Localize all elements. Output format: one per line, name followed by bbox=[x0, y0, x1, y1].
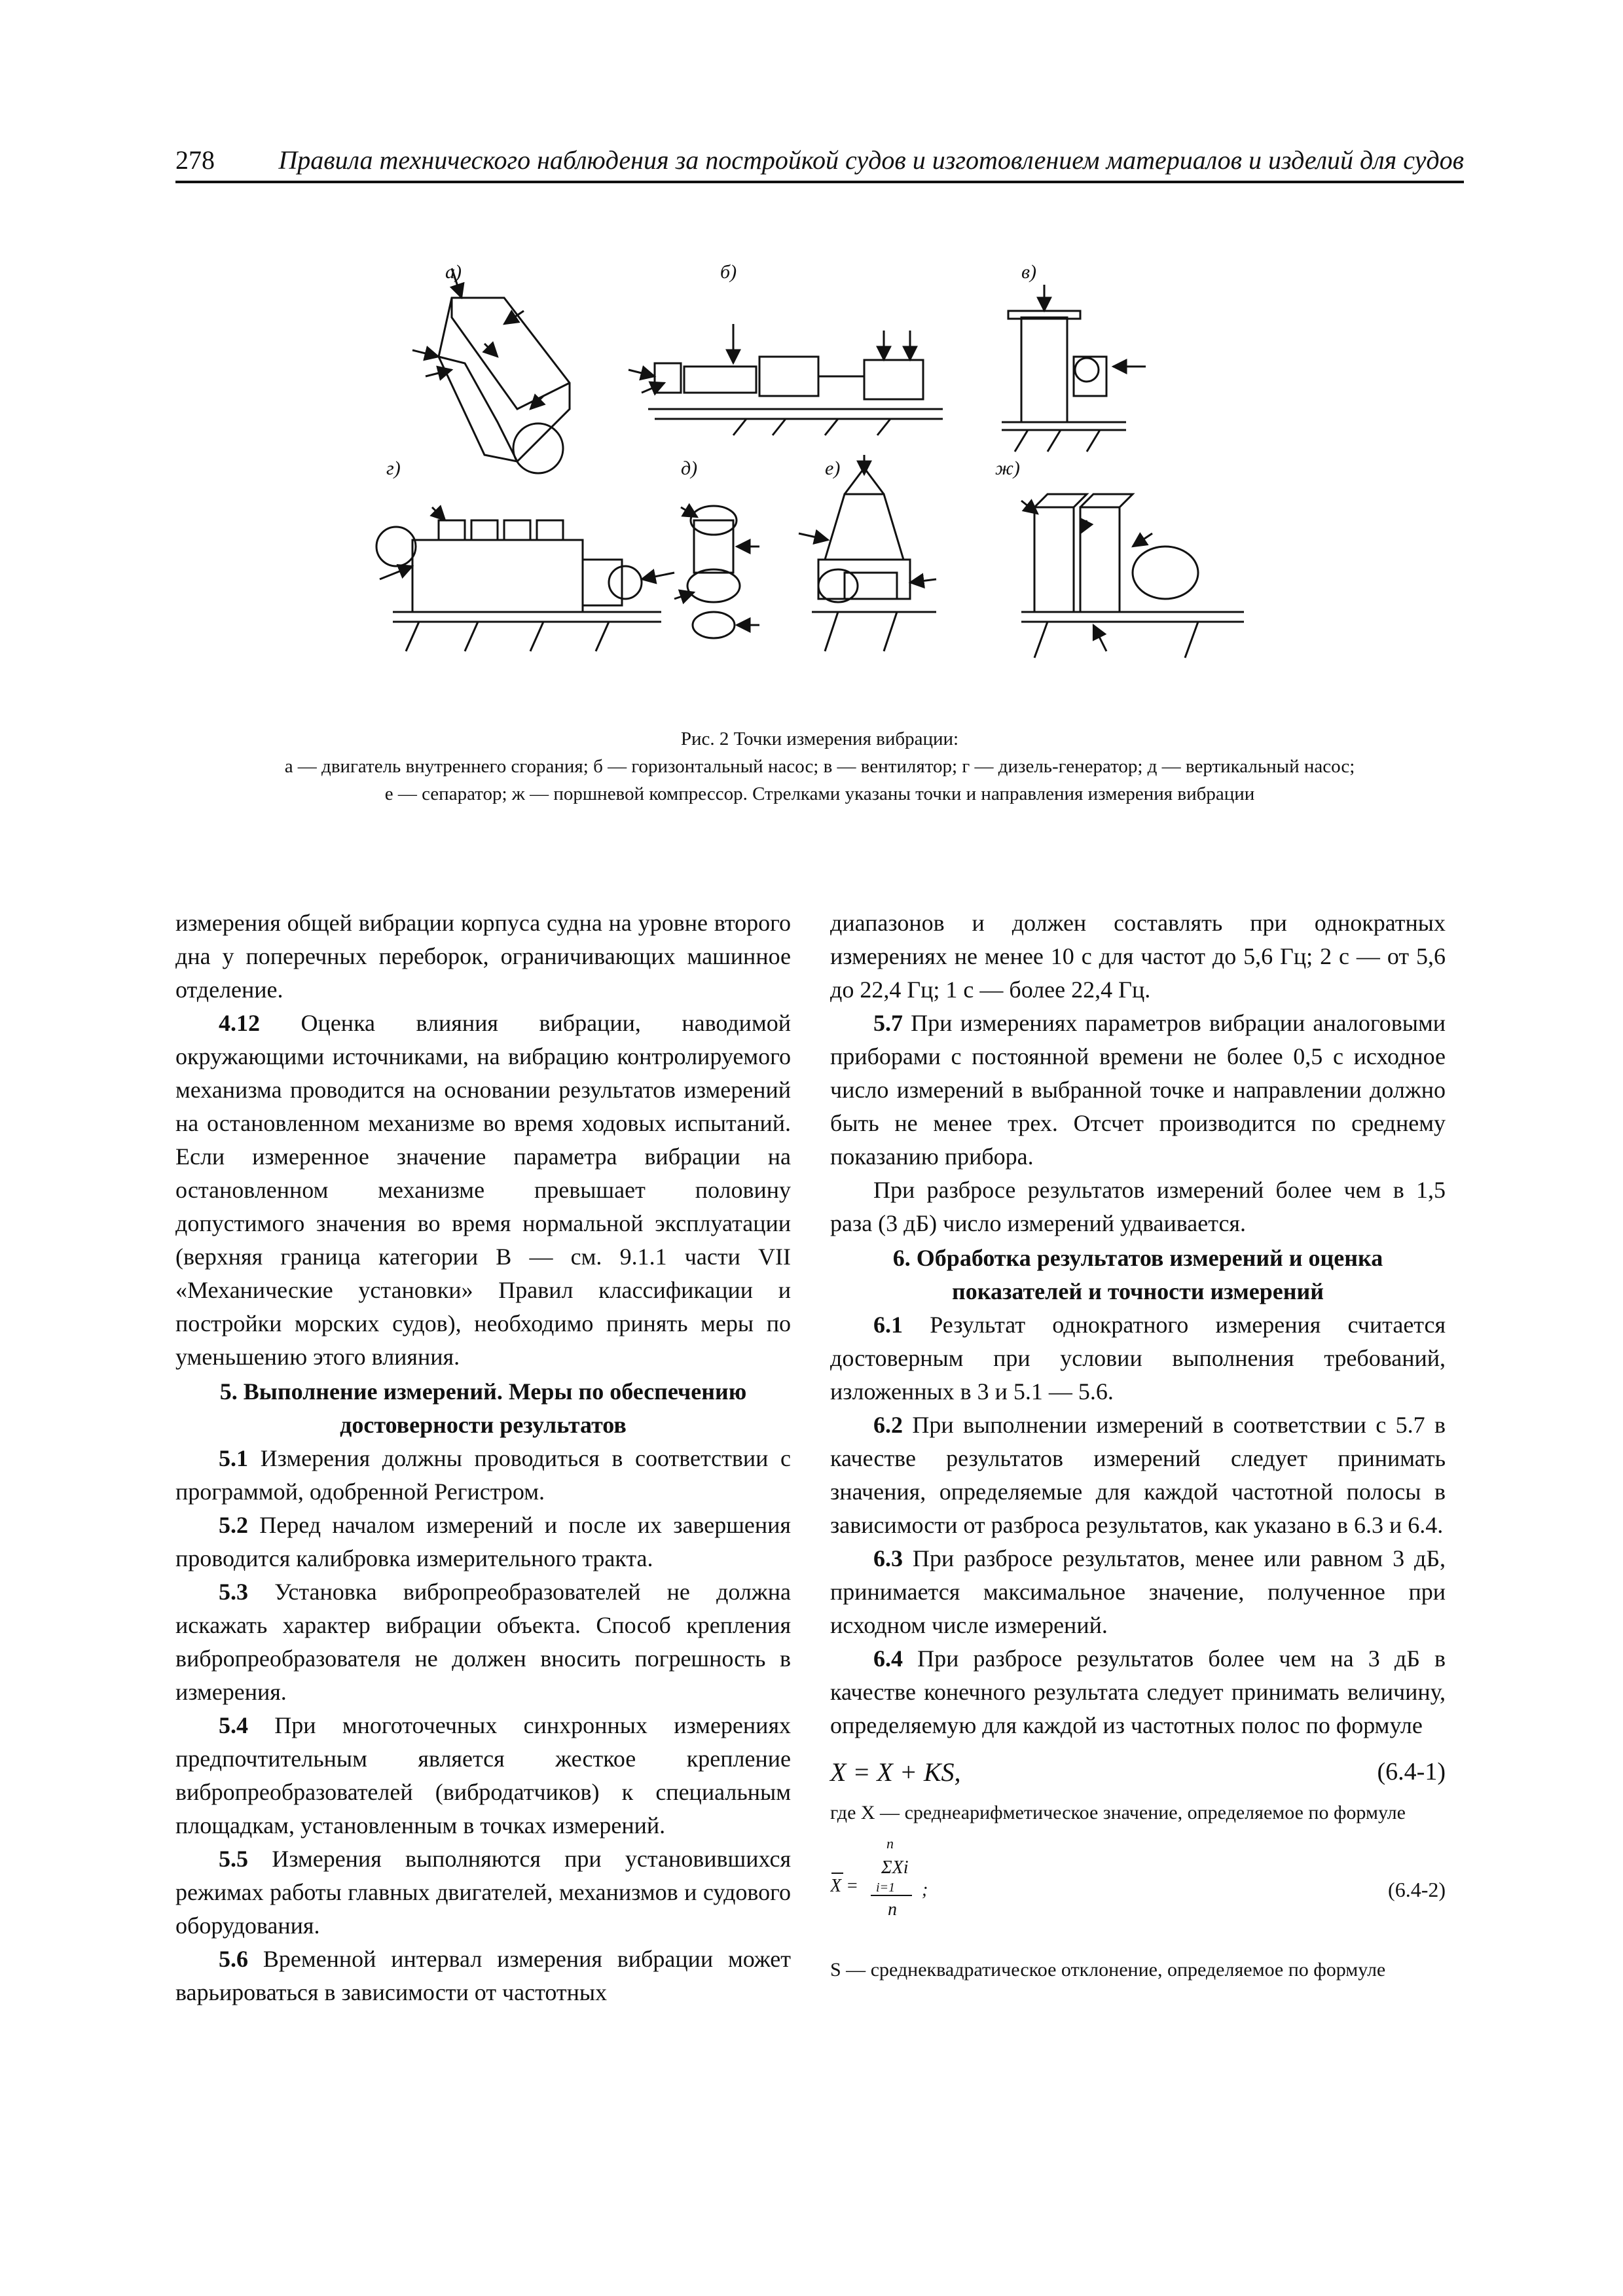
fan-drawing bbox=[1002, 285, 1146, 452]
paragraph-6-3: 6.3 При разбросе результатов, менее или равном 3 дБ, принимается максимальное значение, полученное при исходном числе измерений. bbox=[830, 1545, 1446, 1638]
fraction-formula bbox=[830, 1833, 1446, 1931]
diesel-generator-drawing bbox=[376, 507, 674, 651]
separator-drawing bbox=[799, 455, 936, 651]
formula-number: (6.4-1) bbox=[1377, 1758, 1446, 1785]
paragraph-6-4: 6.4 При разбросе результатов более чем на 3 дБ в качестве конечного результата следует принимать величину, определяемую для каждой из частотных полос по формуле bbox=[830, 1645, 1446, 1738]
label-e: е) bbox=[825, 457, 841, 479]
label-g: г) bbox=[386, 457, 401, 479]
vibration-points-figure bbox=[367, 259, 1270, 677]
svg-text:n: n bbox=[886, 1835, 894, 1852]
piston-compressor-drawing bbox=[1021, 494, 1244, 658]
label-a: а) bbox=[445, 261, 462, 283]
section-6-heading: 6. Обработка результатов измерений и оценка показателей и точности измерений bbox=[892, 1245, 1383, 1304]
vertical-pump-drawing bbox=[674, 506, 759, 638]
running-header bbox=[175, 143, 1464, 183]
paragraph-4-12: 4.12 Оценка влияния вибрации, наводимой окружающими источниками, на вибрацию контролируемого механизма проводится на основании результатов измерений на остановленном механизме во время ходовых испытаний. Если измеренное значение параметра вибрации на остановленном механизме превышает половину допустимого значения во время нормальной эксплуатации (верхняя граница категории В — см. 9.1.1 части VII «Механические установки» Правил классификации и постройки морских судов), необходимо принять меры по уменьшению этого влияния. bbox=[175, 1010, 791, 1370]
paragraph-spread: При разбросе результатов измерений более чем в 1,5 раза (3 дБ) число измерений удваивается. bbox=[830, 1177, 1446, 1236]
label-v: в) bbox=[1021, 261, 1037, 283]
paragraph-5-6: 5.6 Временной интервал измерения вибрации может варьироваться в зависимости от частотных bbox=[175, 1946, 791, 2005]
s-definition: S — среднеквадратическое отклонение, определяемое по формуле bbox=[830, 1959, 1386, 1981]
figure-caption bbox=[175, 725, 1464, 808]
engine-drawing bbox=[412, 268, 570, 473]
paragraph-6-2: 6.2 При выполнении измерений в соответствии с 5.7 в качестве результатов измерений следует принимать значения, определяемые для каждой частотной полосы в зависимости от разброса результатов, как указано в 6.3 и 6.4. bbox=[830, 1412, 1446, 1538]
caption-line-2: е — сепаратор; ж — поршневой компрессор. Стрелками указаны точки и направления измерения вибрации bbox=[384, 783, 1255, 804]
where-definition: где X — среднеарифметическое значение, определяемое по формуле bbox=[830, 1802, 1406, 1823]
label-b: б) bbox=[720, 261, 737, 283]
page-number: 278 bbox=[175, 145, 215, 175]
svg-text:i=1: i=1 bbox=[876, 1880, 896, 1895]
paragraph-5-2: 5.2 Перед началом измерений и после их завершения проводится калибровка измерительного тракта. bbox=[175, 1512, 791, 1571]
left-column bbox=[175, 906, 791, 2009]
section-5-heading: 5. Выполнение измерений. Меры по обеспечению достоверности результатов bbox=[219, 1378, 747, 1438]
label-d: д) bbox=[681, 457, 698, 479]
label-zh: ж) bbox=[995, 457, 1020, 479]
running-title: Правила технического наблюдения за постройкой судов и изготовлением материалов и изделий для судов bbox=[278, 145, 1464, 175]
paragraph: диапазонов и должен составлять при однократных измерениях не менее 10 с для частот до 5,6 Гц; 2 с — от 5,6 до 22,4 Гц; 1 с — более 22,4 Гц. bbox=[830, 910, 1446, 1003]
right-column bbox=[830, 906, 1446, 1983]
svg-text:;: ; bbox=[922, 1880, 928, 1900]
svg-text:ΣXi: ΣXi bbox=[881, 1857, 909, 1878]
paragraph-5-4: 5.4 При многоточечных синхронных измерениях предпочтительным является жесткое крепление вибропреобразователей (вибродатчиков) к специальным площадкам, установленным в точках измерений. bbox=[175, 1712, 791, 1839]
formula-expression: X = X + KS, bbox=[830, 1757, 961, 1787]
paragraph-5-3: 5.3 Установка вибропреобразователей не должна искажать характер вибрации объекта. Способ крепления вибропреобразователя не должен вносить погрешность в измерения. bbox=[175, 1579, 791, 1705]
svg-text:n: n bbox=[888, 1899, 897, 1920]
caption-title: Рис. 2 Точки измерения вибрации: bbox=[680, 728, 959, 749]
formula-6-4-1 bbox=[830, 1754, 1446, 1795]
paragraph-5-7: 5.7 При измерениях параметров вибрации аналоговыми приборами с постоянной времени не более 0,5 с исходное число измерений в выбранной точке и направлении должно быть не менее трех. Отсчет производится по среднему показанию прибора. bbox=[830, 1010, 1446, 1170]
paragraph-5-5: 5.5 Измерения выполняются при установившихся режимах работы главных двигателей, механизмов и судового оборудования. bbox=[175, 1846, 791, 1939]
svg-text:X =: X = bbox=[830, 1876, 858, 1896]
paragraph: измерения общей вибрации корпуса судна на уровне второго дна у поперечных переборок, ограничивающих машинное отделение. bbox=[175, 910, 791, 1003]
horizontal-pump-drawing bbox=[629, 324, 943, 435]
formula-number: (6.4-2) bbox=[1388, 1878, 1446, 1901]
formula-6-4-2 bbox=[830, 1833, 1446, 1931]
paragraph-6-1: 6.1 Результат однократного измерения считается достоверным при условии выполнения требований, изложенных в 3 и 5.1 — 5.6. bbox=[830, 1312, 1446, 1405]
paragraph-5-1: 5.1 Измерения должны проводиться в соответствии с программой, одобренной Регистром. bbox=[175, 1445, 791, 1505]
caption-line-1: а — двигатель внутреннего сгорания; б — горизонтальный насос; в — вентилятор; г — дизель-генератор; д — вертикальный насос; bbox=[284, 756, 1355, 777]
